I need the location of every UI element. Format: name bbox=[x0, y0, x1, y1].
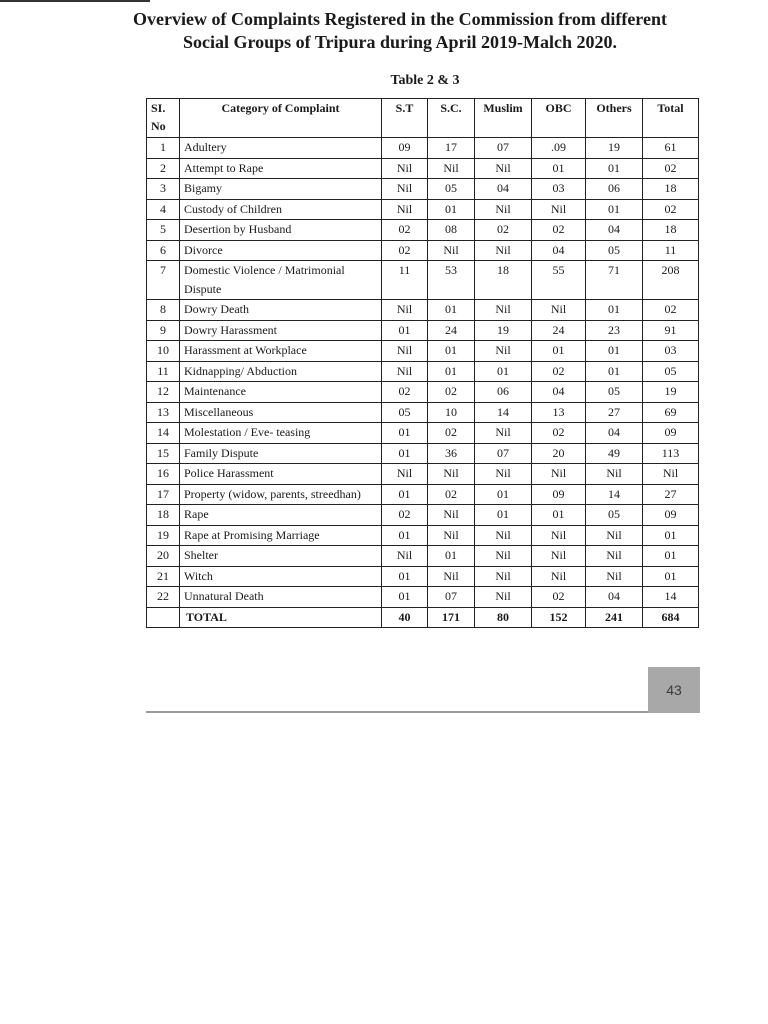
cell-obc: 02 bbox=[532, 220, 586, 241]
cell-others: 27 bbox=[586, 402, 643, 423]
cell-others: 01 bbox=[586, 361, 643, 382]
cell-obc: 04 bbox=[532, 382, 586, 403]
cell-st: 01 bbox=[382, 587, 428, 608]
cell-category: Maintenance bbox=[180, 382, 382, 403]
cell-obc: 01 bbox=[532, 158, 586, 179]
cell-category: Harassment at Workplace bbox=[180, 341, 382, 362]
cell-category: Witch bbox=[180, 566, 382, 587]
cell-sc: 24 bbox=[428, 320, 475, 341]
cell-others: 06 bbox=[586, 179, 643, 200]
cell-total: 02 bbox=[643, 158, 699, 179]
cell-sc: Nil bbox=[428, 505, 475, 526]
cell-category: Police Harassment bbox=[180, 464, 382, 485]
cell-category: Dowry Death bbox=[180, 300, 382, 321]
total-others: 241 bbox=[586, 607, 643, 628]
cell-muslim: 06 bbox=[475, 382, 532, 403]
table-row bbox=[147, 402, 699, 423]
cell-st: 02 bbox=[382, 505, 428, 526]
page-number-badge: 43 bbox=[648, 667, 700, 713]
cell-muslim: Nil bbox=[475, 464, 532, 485]
cell-muslim: 01 bbox=[475, 361, 532, 382]
header-muslim: Muslim bbox=[475, 99, 532, 138]
cell-obc: 55 bbox=[532, 261, 586, 300]
cell-obc: Nil bbox=[532, 546, 586, 567]
cell-muslim: Nil bbox=[475, 199, 532, 220]
cell-sc: 01 bbox=[428, 199, 475, 220]
total-sc: 171 bbox=[428, 607, 475, 628]
cell-sc: 01 bbox=[428, 546, 475, 567]
cell-obc: .09 bbox=[532, 138, 586, 159]
cell-sl-no: 1 bbox=[147, 138, 180, 159]
cell-total: 02 bbox=[643, 199, 699, 220]
cell-sc: Nil bbox=[428, 464, 475, 485]
cell-sc: Nil bbox=[428, 525, 475, 546]
cell-category: Shelter bbox=[180, 546, 382, 567]
cell-obc: 02 bbox=[532, 587, 586, 608]
cell-sl-no: 18 bbox=[147, 505, 180, 526]
cell-st: 01 bbox=[382, 423, 428, 444]
cell-sl-no: 6 bbox=[147, 240, 180, 261]
cell-st: 11 bbox=[382, 261, 428, 300]
cell-category: Property (widow, parents, streedhan) bbox=[180, 484, 382, 505]
cell-total: 14 bbox=[643, 587, 699, 608]
table-row bbox=[147, 423, 699, 444]
table-header-row bbox=[147, 99, 699, 138]
cell-sc: 10 bbox=[428, 402, 475, 423]
cell-total: 09 bbox=[643, 423, 699, 444]
cell-obc: Nil bbox=[532, 525, 586, 546]
cell-total: 05 bbox=[643, 361, 699, 382]
cell-obc: 01 bbox=[532, 505, 586, 526]
cell-muslim: 01 bbox=[475, 484, 532, 505]
cell-category: Desertion by Husband bbox=[180, 220, 382, 241]
cell-total: 19 bbox=[643, 382, 699, 403]
cell-st: Nil bbox=[382, 464, 428, 485]
cell-sl-no: 11 bbox=[147, 361, 180, 382]
cell-st: 01 bbox=[382, 443, 428, 464]
cell-total: 01 bbox=[643, 546, 699, 567]
cell-obc: Nil bbox=[532, 199, 586, 220]
page-title bbox=[120, 8, 680, 54]
total-sl-cell bbox=[147, 607, 180, 628]
cell-others: 23 bbox=[586, 320, 643, 341]
cell-obc: 03 bbox=[532, 179, 586, 200]
cell-category: Dowry Harassment bbox=[180, 320, 382, 341]
footer-rule bbox=[146, 711, 700, 713]
cell-sc: 01 bbox=[428, 300, 475, 321]
cell-others: Nil bbox=[586, 525, 643, 546]
cell-sl-no: 5 bbox=[147, 220, 180, 241]
table-row bbox=[147, 199, 699, 220]
cell-muslim: Nil bbox=[475, 525, 532, 546]
cell-category: Bigamy bbox=[180, 179, 382, 200]
cell-total: 11 bbox=[643, 240, 699, 261]
cell-obc: Nil bbox=[532, 300, 586, 321]
cell-category: Kidnapping/ Abduction bbox=[180, 361, 382, 382]
cell-st: Nil bbox=[382, 546, 428, 567]
header-obc: OBC bbox=[532, 99, 586, 138]
cell-total: 113 bbox=[643, 443, 699, 464]
header-total: Total bbox=[643, 99, 699, 138]
cell-others: 01 bbox=[586, 300, 643, 321]
cell-others: 01 bbox=[586, 341, 643, 362]
cell-others: Nil bbox=[586, 546, 643, 567]
cell-obc: 04 bbox=[532, 240, 586, 261]
cell-others: 04 bbox=[586, 423, 643, 444]
cell-muslim: Nil bbox=[475, 341, 532, 362]
cell-sc: 01 bbox=[428, 341, 475, 362]
cell-st: Nil bbox=[382, 179, 428, 200]
table-row bbox=[147, 138, 699, 159]
cell-sl-no: 17 bbox=[147, 484, 180, 505]
cell-total: 91 bbox=[643, 320, 699, 341]
cell-category: Unnatural Death bbox=[180, 587, 382, 608]
cell-others: 19 bbox=[586, 138, 643, 159]
table-caption: Table 2 & 3 bbox=[390, 73, 460, 88]
top-edge-rule bbox=[0, 0, 150, 2]
cell-others: 04 bbox=[586, 587, 643, 608]
cell-sc: 36 bbox=[428, 443, 475, 464]
cell-sc: Nil bbox=[428, 566, 475, 587]
cell-sc: 05 bbox=[428, 179, 475, 200]
cell-others: 71 bbox=[586, 261, 643, 300]
table-row bbox=[147, 300, 699, 321]
cell-st: 02 bbox=[382, 220, 428, 241]
cell-others: 01 bbox=[586, 199, 643, 220]
table-row bbox=[147, 566, 699, 587]
cell-category: Divorce bbox=[180, 240, 382, 261]
cell-st: Nil bbox=[382, 199, 428, 220]
header-others: Others bbox=[586, 99, 643, 138]
cell-sc: 02 bbox=[428, 382, 475, 403]
cell-others: 05 bbox=[586, 382, 643, 403]
cell-muslim: 18 bbox=[475, 261, 532, 300]
cell-sc: 08 bbox=[428, 220, 475, 241]
cell-muslim: 04 bbox=[475, 179, 532, 200]
table-row bbox=[147, 220, 699, 241]
cell-st: 01 bbox=[382, 484, 428, 505]
cell-st: 05 bbox=[382, 402, 428, 423]
table-row bbox=[147, 464, 699, 485]
total-st: 40 bbox=[382, 607, 428, 628]
cell-sl-no: 10 bbox=[147, 341, 180, 362]
cell-sl-no: 19 bbox=[147, 525, 180, 546]
cell-muslim: Nil bbox=[475, 158, 532, 179]
table-row bbox=[147, 320, 699, 341]
cell-obc: Nil bbox=[532, 464, 586, 485]
cell-muslim: Nil bbox=[475, 566, 532, 587]
cell-obc: 02 bbox=[532, 361, 586, 382]
cell-st: 09 bbox=[382, 138, 428, 159]
cell-sl-no: 21 bbox=[147, 566, 180, 587]
cell-sl-no: 9 bbox=[147, 320, 180, 341]
cell-sl-no: 14 bbox=[147, 423, 180, 444]
cell-others: 14 bbox=[586, 484, 643, 505]
total-row bbox=[147, 607, 699, 628]
cell-others: 49 bbox=[586, 443, 643, 464]
table-row bbox=[147, 505, 699, 526]
cell-obc: 20 bbox=[532, 443, 586, 464]
cell-others: 01 bbox=[586, 158, 643, 179]
total-muslim: 80 bbox=[475, 607, 532, 628]
cell-others: 05 bbox=[586, 505, 643, 526]
cell-category: Miscellaneous bbox=[180, 402, 382, 423]
cell-category: Attempt to Rape bbox=[180, 158, 382, 179]
cell-category: Rape bbox=[180, 505, 382, 526]
cell-muslim: Nil bbox=[475, 300, 532, 321]
table-row bbox=[147, 587, 699, 608]
cell-muslim: Nil bbox=[475, 546, 532, 567]
cell-sl-no: 12 bbox=[147, 382, 180, 403]
cell-muslim: 19 bbox=[475, 320, 532, 341]
total-grand: 684 bbox=[643, 607, 699, 628]
cell-others: 05 bbox=[586, 240, 643, 261]
cell-st: Nil bbox=[382, 341, 428, 362]
cell-total: 09 bbox=[643, 505, 699, 526]
cell-muslim: 07 bbox=[475, 138, 532, 159]
cell-obc: 13 bbox=[532, 402, 586, 423]
cell-sl-no: 8 bbox=[147, 300, 180, 321]
complaints-table bbox=[146, 98, 699, 628]
cell-others: Nil bbox=[586, 566, 643, 587]
table-row bbox=[147, 546, 699, 567]
cell-sc: Nil bbox=[428, 240, 475, 261]
cell-total: Nil bbox=[643, 464, 699, 485]
cell-sc: 02 bbox=[428, 423, 475, 444]
cell-sl-no: 4 bbox=[147, 199, 180, 220]
cell-sl-no: 13 bbox=[147, 402, 180, 423]
table-body bbox=[147, 138, 699, 608]
table-row bbox=[147, 158, 699, 179]
table-row bbox=[147, 484, 699, 505]
cell-sc: 53 bbox=[428, 261, 475, 300]
cell-st: 01 bbox=[382, 320, 428, 341]
cell-muslim: 02 bbox=[475, 220, 532, 241]
cell-sl-no: 22 bbox=[147, 587, 180, 608]
cell-category: Custody of Children bbox=[180, 199, 382, 220]
cell-total: 01 bbox=[643, 525, 699, 546]
cell-st: 01 bbox=[382, 525, 428, 546]
cell-muslim: Nil bbox=[475, 423, 532, 444]
cell-category: Family Dispute bbox=[180, 443, 382, 464]
cell-total: 01 bbox=[643, 566, 699, 587]
cell-muslim: 07 bbox=[475, 443, 532, 464]
cell-sl-no: 15 bbox=[147, 443, 180, 464]
table-row bbox=[147, 341, 699, 362]
cell-st: 02 bbox=[382, 382, 428, 403]
cell-sc: Nil bbox=[428, 158, 475, 179]
cell-sl-no: 2 bbox=[147, 158, 180, 179]
cell-category: Domestic Violence / Matrimonial Dispute bbox=[180, 261, 382, 300]
cell-obc: 09 bbox=[532, 484, 586, 505]
page-title-line-1: Overview of Complaints Registered in the Commission from different bbox=[133, 9, 667, 29]
cell-st: Nil bbox=[382, 158, 428, 179]
cell-sc: 02 bbox=[428, 484, 475, 505]
table-row bbox=[147, 525, 699, 546]
header-sc: S.C. bbox=[428, 99, 475, 138]
cell-obc: 24 bbox=[532, 320, 586, 341]
cell-total: 02 bbox=[643, 300, 699, 321]
total-obc: 152 bbox=[532, 607, 586, 628]
table-row bbox=[147, 240, 699, 261]
cell-st: Nil bbox=[382, 300, 428, 321]
cell-muslim: 01 bbox=[475, 505, 532, 526]
total-label: TOTAL bbox=[180, 607, 382, 628]
cell-sl-no: 20 bbox=[147, 546, 180, 567]
cell-total: 18 bbox=[643, 179, 699, 200]
table-row bbox=[147, 361, 699, 382]
table-row bbox=[147, 382, 699, 403]
cell-obc: 01 bbox=[532, 341, 586, 362]
cell-sl-no: 16 bbox=[147, 464, 180, 485]
cell-st: Nil bbox=[382, 361, 428, 382]
cell-total: 27 bbox=[643, 484, 699, 505]
cell-st: 02 bbox=[382, 240, 428, 261]
cell-muslim: Nil bbox=[475, 240, 532, 261]
page-title-line-2: Social Groups of Tripura during April 2019-Malch 2020. bbox=[182, 32, 618, 52]
cell-others: 04 bbox=[586, 220, 643, 241]
cell-category: Molestation / Eve- teasing bbox=[180, 423, 382, 444]
cell-total: 69 bbox=[643, 402, 699, 423]
cell-sc: 07 bbox=[428, 587, 475, 608]
header-category: Category of Complaint bbox=[180, 99, 382, 138]
cell-st: 01 bbox=[382, 566, 428, 587]
cell-obc: Nil bbox=[532, 566, 586, 587]
cell-sc: 01 bbox=[428, 361, 475, 382]
cell-total: 208 bbox=[643, 261, 699, 300]
table-row bbox=[147, 179, 699, 200]
cell-sl-no: 3 bbox=[147, 179, 180, 200]
table-row bbox=[147, 261, 699, 300]
header-sl-no: SI. No bbox=[147, 99, 180, 138]
cell-sl-no: 7 bbox=[147, 261, 180, 300]
cell-total: 61 bbox=[643, 138, 699, 159]
cell-obc: 02 bbox=[532, 423, 586, 444]
cell-category: Adultery bbox=[180, 138, 382, 159]
cell-total: 03 bbox=[643, 341, 699, 362]
header-st: S.T bbox=[382, 99, 428, 138]
cell-muslim: 14 bbox=[475, 402, 532, 423]
table-row bbox=[147, 443, 699, 464]
cell-total: 18 bbox=[643, 220, 699, 241]
cell-category: Rape at Promising Marriage bbox=[180, 525, 382, 546]
cell-others: Nil bbox=[586, 464, 643, 485]
cell-muslim: Nil bbox=[475, 587, 532, 608]
cell-sc: 17 bbox=[428, 138, 475, 159]
